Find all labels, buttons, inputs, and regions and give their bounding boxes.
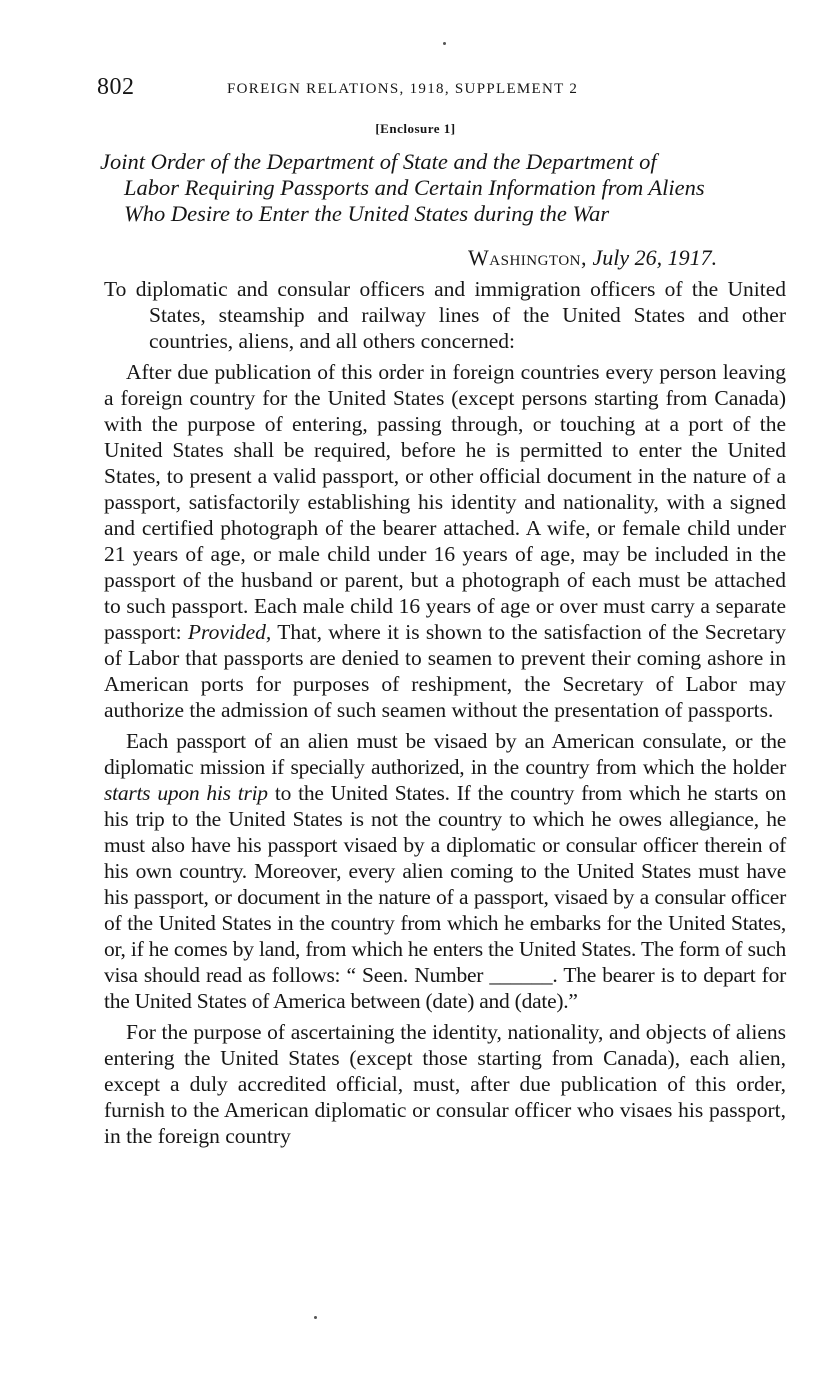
- dateline-date: July 26, 1917.: [592, 245, 718, 270]
- document-body: [104, 276, 786, 1154]
- emphasis-text: starts upon his trip: [104, 781, 268, 805]
- paragraph-text: After due publication of this order in foreign countries every person leaving a foreign country for the United States (except persons starting from Canada) with the purpose of entering, passing through, or touching at a port of the United States shall be required, before he is permitted to enter the United States, to present a valid passport, or other official document in the nature of a passport, satisfactorily establishing his identity and nationality, with a signed and certified photograph of the bearer attached. A wife, or female child under 21 years of age, or male child under 16 years of age, may be included in the passport of the husband or parent, but a photograph of each must be attached to such passport. Each male child 16 years of age or over must carry a separate passport:: [104, 360, 786, 644]
- paragraph-text: Each passport of an alien must be visaed by an American consulate, or the diplomatic mission if specially authorized, in the country from which the holder: [104, 729, 786, 779]
- running-head: FOREIGN RELATIONS, 1918, SUPPLEMENT 2: [227, 81, 579, 97]
- print-speck: [443, 42, 446, 45]
- title-line: Who Desire to Enter the United States during the War: [124, 201, 610, 226]
- enclosure-label: [Enclosure 1]: [375, 121, 456, 136]
- document-title: [100, 149, 790, 227]
- body-paragraph: [104, 728, 786, 1014]
- title-line: Joint Order of the Department of State and the Department of: [100, 149, 657, 174]
- paragraph-text: to the United States. If the country from which he starts on his trip to the United States is not the country to which he owes allegiance, he must also have his passport visaed by a diplomatic or consular officer therein of his own country. Moreover, every alien coming to the United States must have his passport, or document in the nature of a passport, visaed by a consular officer of the United States in the country from which he embarks for the United States, or, if he comes by land, from which he enters the United States. The form of such visa should read as follows: “ Seen. Number ______. The bearer is to depart for the United States of America between (date) and (date).”: [104, 781, 787, 1013]
- dateline: [468, 245, 798, 271]
- body-paragraph: [104, 359, 786, 723]
- page-header: [97, 74, 787, 110]
- paragraph-text: That, where it is shown to the satisfaction of the Secretary of Labor that passports are denied to seamen to prevent their coming ashore in American ports for purposes of reshipment, the Secretary of Labor may authorize the admission of such seamen without the presentation of passports.: [104, 620, 786, 722]
- page-number: 802: [97, 74, 135, 100]
- dateline-place: Washington,: [468, 245, 587, 270]
- body-paragraph: For the purpose of ascertaining the identity, nationality, and objects of aliens entering the United States (except those starting from Canada), each alien, except a duly accredited official, must, after due publication of this order, furnish to the American diplomatic or consular officer who visaes his passport, in the foreign country: [104, 1020, 786, 1148]
- emphasis-text: Provided,: [187, 620, 272, 644]
- address-paragraph: To diplomatic and consular officers and immigration officers of the United States, steamship and railway lines of the United States and other countries, aliens, and all others concerned:: [104, 277, 786, 353]
- print-speck: [314, 1316, 317, 1319]
- title-line: Labor Requiring Passports and Certain Information from Aliens: [124, 175, 705, 200]
